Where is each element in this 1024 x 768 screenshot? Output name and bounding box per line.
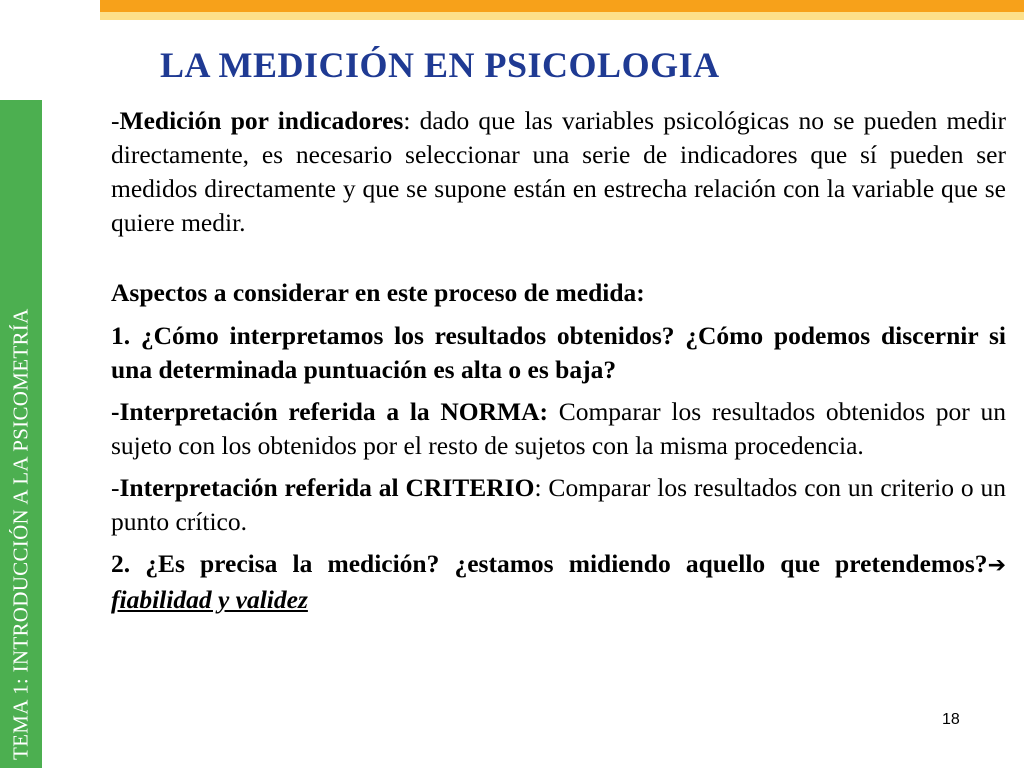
norma-term: -Interpretación referida a la NORMA:	[111, 397, 549, 426]
intro-prefix: -	[111, 106, 120, 135]
slide-title: LA MEDICIÓN EN PSICOLOGIA	[160, 45, 720, 85]
intro-term: Medición por indicadores	[119, 106, 404, 135]
question-2-answer: fiabilidad y validez	[111, 585, 308, 614]
slide-body	[111, 104, 1006, 617]
criterio-paragraph	[111, 471, 1006, 539]
top-accent-bar-light	[100, 12, 1024, 20]
sidebar-topic-label: TEMA 1: INTRODUCCIÓN A LA PSICOMETRÍA	[8, 308, 33, 760]
norma-paragraph	[111, 395, 1006, 463]
norma-text: Comparar los resultados obtenidos por un sujeto con los obtenidos por el resto de sujetos con la misma procedencia.	[111, 397, 1006, 460]
question-1: 1. ¿Cómo interpretamos los resultados obtenidos? ¿Cómo podemos discernir si una determinada puntuación es alta o es baja?	[111, 321, 1006, 384]
intro-paragraph	[111, 104, 1006, 240]
question-2	[111, 547, 1006, 617]
aspects-heading: Aspectos a considerar en este proceso de medida:	[111, 278, 645, 307]
intro-text: : dado que las variables psicológicas no se pueden medir directamente, es necesario seleccionar una serie de indicadores que sí pueden ser medidos directamente y que se supone están en estrecha relación con la variable que se quiere medir.	[111, 106, 1006, 237]
criterio-prefix: -	[111, 473, 120, 502]
criterio-text: : Comparar los resultados con un criterio o un punto crítico.	[111, 473, 1006, 536]
arrow-right-icon: ➔	[987, 553, 1006, 578]
question-2-text: 2. ¿Es precisa la medición? ¿estamos midiendo aquello que pretendemos?	[111, 549, 988, 578]
criterio-term: Interpretación referida al CRITERIO	[119, 473, 535, 502]
page-number: 18	[942, 711, 960, 728]
top-accent-bar	[100, 0, 1024, 12]
